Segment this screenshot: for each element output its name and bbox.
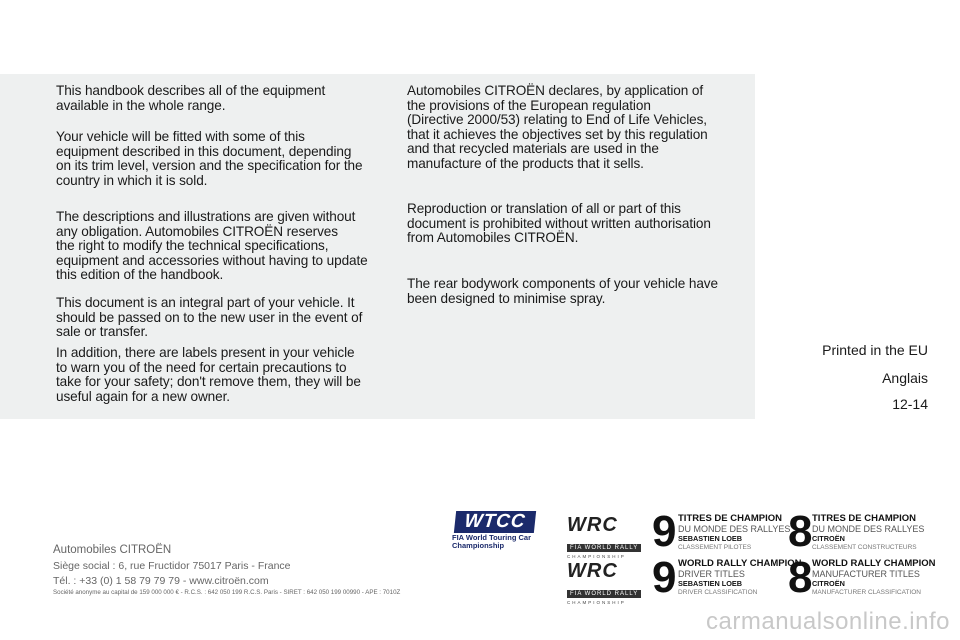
wrc-logo-bar: FIA WORLD RALLY [567,590,641,598]
title-block-drivers-fr: TITRES DE CHAMPION DU MONDE DES RALLYES SEBASTIEN LOEB CLASSEMENT PILOTES [678,513,791,551]
company-contact: Tél. : +33 (0) 1 58 79 79 79 - www.citroën.com [53,575,269,587]
language-label: Anglais [882,370,928,386]
paragraph-regulation: Automobiles CITROËN declares, by application of the provisions of the European regulation (Directive 2000/53) relating to End of Life Vehicles, that it achieves the objectives set by this regulation and that recycled materials are used in the manufacture of the products that it sells. [407,83,708,171]
wrc-logo [567,560,645,605]
wtcc-subtitle: FIA World Touring Car Championship [452,533,532,550]
wtcc-logo: WTCC [454,511,536,533]
title-count: 8 [788,507,813,556]
printed-in: Printed in the EU [822,342,928,358]
wrc-logo-sub: CHAMPIONSHIP [567,554,626,559]
paragraph-descriptions: The descriptions and illustrations are given without any obligation. Automobiles CITROËN reserves the right to modify the technical specifications, equipment and accessories without having to update this edition of the handbook. [56,209,368,283]
company-address: Siège social : 6, rue Fructidor 75017 Paris - France [53,560,291,572]
edition-code: 12-14 [892,396,928,412]
paragraph-labels: In addition, there are labels present in your vehicle to warn you of the need for certain precautions to take for your safety; don't remove them, they will be useful again for a new owner. [56,345,361,404]
title-block-manufacturers-fr: TITRES DE CHAMPION DU MONDE DES RALLYES CITROËN CLASSEMENT CONSTRUCTEURS [812,513,925,551]
paragraph-integral: This document is an integral part of your vehicle. It should be passed on to the new user in the event of sale or transfer. [56,295,363,340]
paragraph-reproduction: Reproduction or translation of all or part of this document is prohibited without written authorisation from Automobiles CITROËN. [407,201,711,246]
paragraph-bodywork: The rear bodywork components of your vehicle have been designed to minimise spray. [407,276,718,306]
title-count: 9 [652,507,677,556]
title-block-drivers-en: WORLD RALLY CHAMPION DRIVER TITLES SEBASTIEN LOEB DRIVER CLASSIFICATION [678,558,802,596]
wrc-logo-sub: CHAMPIONSHIP [567,600,626,605]
title-count: 9 [652,553,677,602]
company-name: Automobiles CITROËN [53,544,172,556]
wrc-logo-bar: FIA WORLD RALLY [567,544,641,552]
wrc-logo-mark: WRC [567,514,618,536]
company-legal: Société anonyme au capital de 159 000 000 € - R.C.S. : 642 050 199 R.C.S. Paris - SIRET : 642 050 199 00990 - APE : 7010Z [53,589,401,596]
wrc-logo-mark: WRC [567,560,618,582]
wrc-logo [567,514,645,559]
paragraph-equipment: This handbook describes all of the equipment available in the whole range. [56,83,326,113]
title-block-manufacturers-en: WORLD RALLY CHAMPION MANUFACTURER TITLES CITROËN MANUFACTURER CLASSIFICATION [812,558,936,596]
title-count: 8 [788,553,813,602]
paragraph-fitted: Your vehicle will be fitted with some of this equipment described in this document, depending on its trim level, version and the specification for the country in which it is sold. [56,129,363,188]
watermark: carmanualsonline.info [706,608,950,635]
